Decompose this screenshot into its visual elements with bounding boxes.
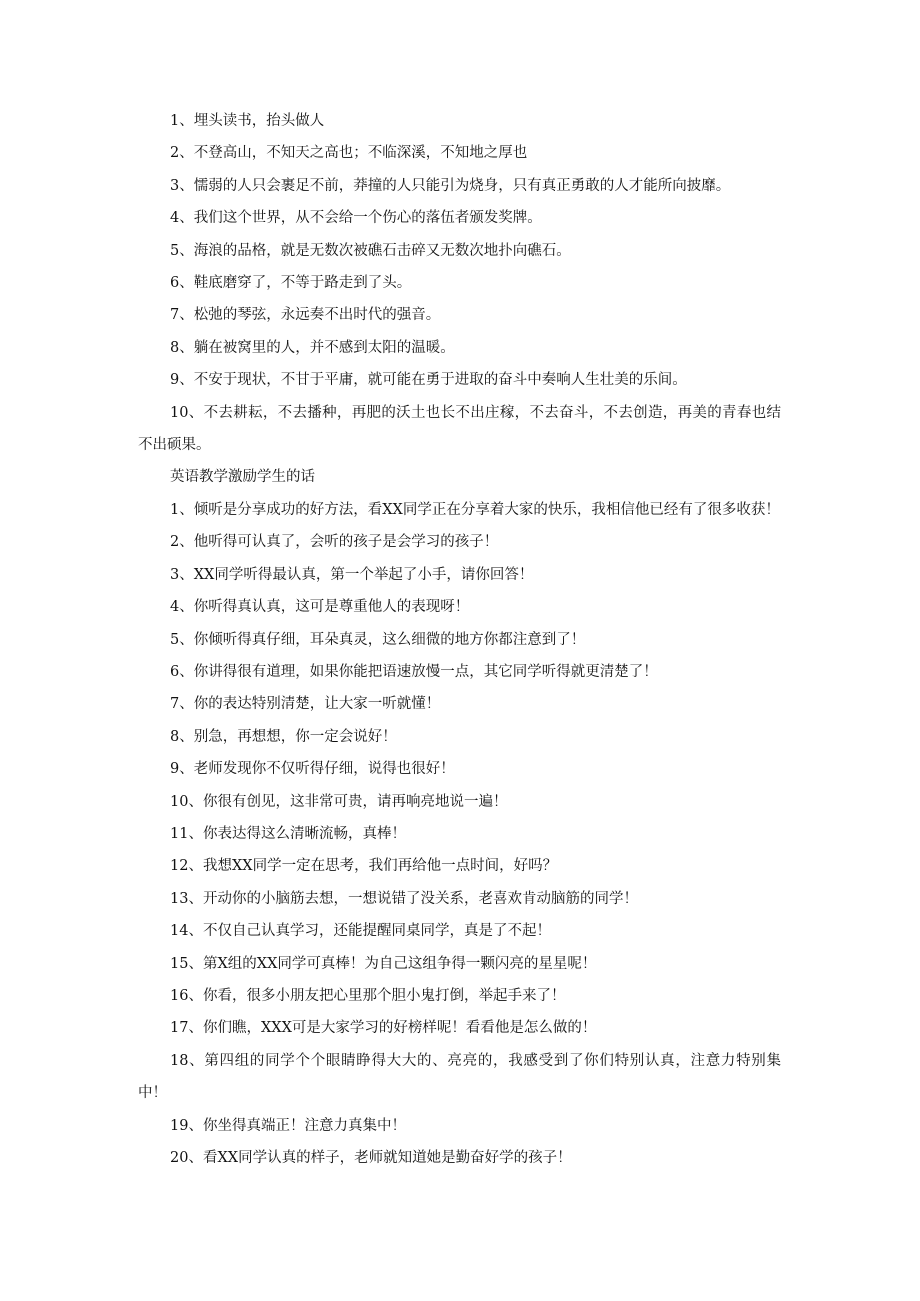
quote-item-9: 9、不安于现状，不甘于平庸，就可能在勇于进取的奋斗中奏响人生壮美的乐间。 [170,372,687,389]
encouragement-item-8: 8、别急，再想想，你一定会说好！ [170,728,397,745]
encouragement-item-14: 14、不仅自己认真学习，还能提醒同桌同学，真是了不起！ [170,923,551,940]
encouragement-item-12: 12、我想XX同学一定在思考，我们再给他一点时间，好吗？ [170,858,558,875]
quote-item-1: 1、埋头读书，抬头做人 [170,113,325,129]
quote-item-5: 5、海浪的品格，就是无数次被礁石击碎又无数次地扑向礁石。 [170,242,571,259]
encouragement-item-4: 4、你听得真认真，这可是尊重他人的表现呀！ [170,599,470,616]
encouragement-item-3: 3、XX同学听得最认真，第一个举起了小手，请你回答！ [170,566,534,583]
encouragement-item-5: 5、你倾听得真仔细，耳朵真灵，这么细微的地方你都注意到了！ [170,631,586,648]
encouragement-item-10: 10、你很有创见，这非常可贵，请再响亮地说一遍！ [170,793,508,810]
section-title: 英语教学激励学生的话 [170,469,315,486]
encouragement-item-19: 19、你坐得真端正！注意力真集中！ [170,1117,406,1134]
encouragement-item-11: 11、你表达得这么清晰流畅，真棒！ [170,825,406,842]
document-body [138,105,781,1174]
encouragement-item-20: 20、看XX同学认真的样子，老师就知道她是勤奋好学的孩子！ [170,1150,572,1166]
encouragement-item-18: 18、第四组的同学个个眼睛睁得大大的、亮亮的，我感受到了你们特别认真，注意力特别集中！ [138,1052,781,1102]
encouragement-item-2: 2、他听得可认真了，会听的孩子是会学习的孩子！ [170,534,499,551]
quote-item-2: 2、不登高山，不知天之高也；不临深溪，不知地之厚也 [170,145,528,162]
encouragement-item-17: 17、你们瞧，XXX可是大家学习的好榜样呢！看看他是怎么做的！ [170,1020,597,1037]
quote-item-8: 8、躺在被窝里的人，并不感到太阳的温暖。 [170,339,455,356]
quote-item-6: 6、鞋底磨穿了，不等于路走到了头。 [170,275,412,292]
encouragement-item-15: 15、第X组的XX同学可真棒！为自己这组争得一颗闪亮的星星呢！ [170,955,597,972]
quote-item-10: 10、不去耕耘，不去播种，再肥的沃土也长不出庄稼，不去奋斗，不去创造，再美的青春也结不出硕果。 [138,404,781,454]
encouragement-item-7: 7、你的表达特别清楚，让大家一听就懂！ [170,696,441,713]
encouragement-item-6: 6、你讲得很有道理，如果你能把语速放慢一点，其它同学听得就更清楚了！ [170,663,658,680]
encouragement-item-16: 16、你看，很多小朋友把心里那个胆小鬼打倒，举起手来了！ [170,987,566,1004]
encouragement-item-9: 9、老师发现你不仅听得仔细，说得也很好！ [170,761,455,778]
encouragement-item-1: 1、倾听是分享成功的好方法，看XX同学正在分享着大家的快乐，我相信他已经有了很多收获！ [170,501,780,518]
encouragement-item-13: 13、开动你的小脑筋去想，一想说错了没关系，老喜欢肯动脑筋的同学！ [170,890,638,907]
quote-item-3: 3、懦弱的人只会裹足不前，莽撞的人只能引为烧身，只有真正勇敢的人才能所向披靡。 [170,177,731,194]
quote-item-4: 4、我们这个世界，从不会给一个伤心的落伍者颁发奖牌。 [170,210,542,227]
quote-item-7: 7、松弛的琴弦，永远奏不出时代的强音。 [170,307,441,324]
